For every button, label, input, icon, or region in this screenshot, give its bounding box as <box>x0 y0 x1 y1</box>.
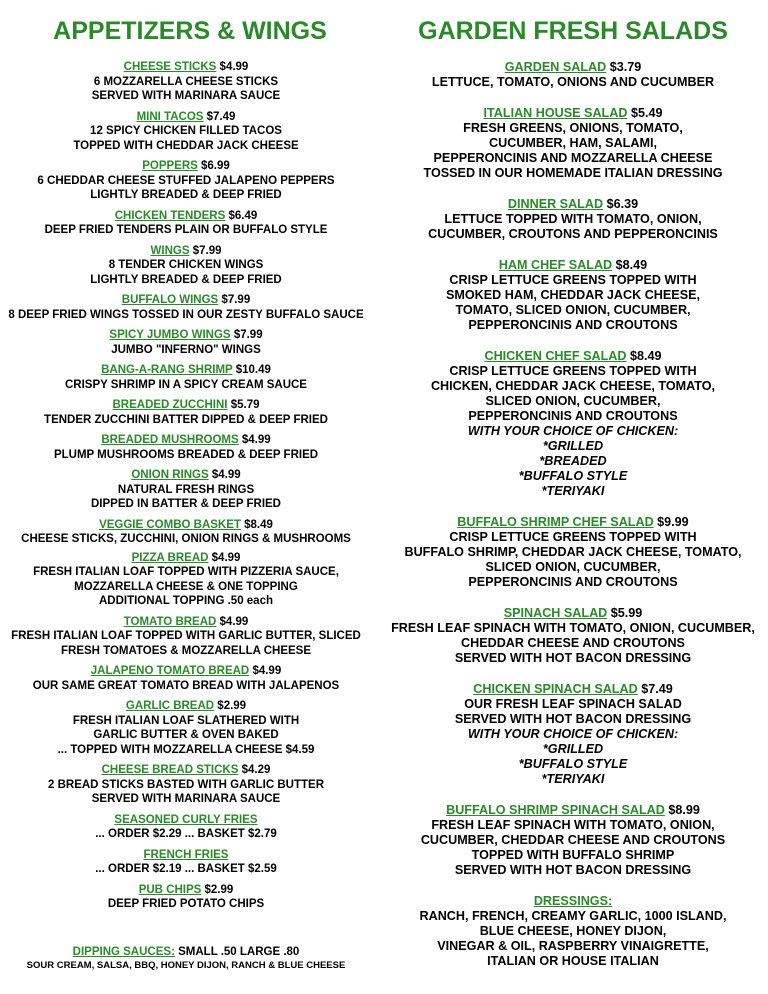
menu-item-header <box>378 894 768 909</box>
menu-item-desc: CHEDDAR CHEESE AND CROUTONS <box>461 636 685 650</box>
menu-item-desc: GARLIC BUTTER & OVEN BAKED <box>93 729 279 741</box>
menu-item <box>0 813 372 842</box>
menu-item-desc: CHEESE STICKS, ZUCCHINI, ONION RINGS & MUSHROOMS <box>21 533 351 545</box>
menu-item-price: $2.99 <box>217 700 247 712</box>
menu-item-header <box>378 682 768 697</box>
menu-item-price: $3.79 <box>609 60 642 74</box>
menu-item-name: PIZZA BREAD <box>131 551 209 564</box>
menu-item-desc: SERVED WITH HOT BACON DRESSING <box>454 712 692 726</box>
menu-item <box>378 258 768 333</box>
menu-item-name: CHEESE STICKS <box>123 61 217 73</box>
menu-item-choice: *GRILLED <box>542 742 604 756</box>
menu-item-name: FRENCH FRIES <box>143 848 229 861</box>
menu-item-name: HAM CHEF SALAD <box>498 258 613 272</box>
menu-item-desc: SMOKED HAM, CHEDDAR JACK CHEESE, <box>446 288 700 302</box>
menu-item <box>0 763 372 807</box>
menu-item-name: SEASONED CURLY FRIES <box>114 813 258 826</box>
menu-item-price: $4.99 <box>219 615 249 628</box>
menu-item-header <box>378 258 768 273</box>
menu-item-name: PUB CHIPS <box>138 883 202 896</box>
appetizers-list <box>0 60 372 912</box>
menu-item-header <box>378 606 768 621</box>
menu-item-price: $8.49 <box>615 258 648 272</box>
menu-item-desc: DEEP FRIED TENDERS PLAIN OR BUFFALO STYLE <box>44 224 328 236</box>
menu-item-price: $4.99 <box>219 61 249 73</box>
menu-item-choice: *TERIYAKI <box>541 772 605 786</box>
menu-item-header <box>0 699 372 714</box>
menu-item-desc: DIPPED IN BATTER & DEEP FRIED <box>91 498 281 510</box>
menu-item-desc: TOPPED WITH BUFFALO SHRIMP <box>471 848 675 862</box>
menu-item-choice: WITH YOUR CHOICE OF CHICKEN: <box>467 424 679 438</box>
menu-item-desc: CRISPY SHRIMP IN A SPICY CREAM SAUCE <box>65 378 307 391</box>
menu-item-desc: CHICKEN, CHEDDAR JACK CHEESE, TOMATO, <box>430 379 716 393</box>
menu-item <box>0 433 372 462</box>
dipping-sauces <box>0 945 372 974</box>
menu-item-desc: TOPPED WITH CHEDDAR JACK CHEESE <box>73 139 299 152</box>
menu-item-desc: 8 DEEP FRIED WINGS TOSSED IN OUR ZESTY BUFFALO SAUCE <box>8 308 364 321</box>
menu-item-choice: *TERIYAKI <box>541 484 605 498</box>
menu-item-desc: ITALIAN OR HOUSE ITALIAN <box>487 954 659 968</box>
menu-item-desc: CRISP LETTUCE GREENS TOPPED WITH <box>449 273 697 287</box>
menu-item-desc: CUCUMBER, HAM, SALAMI, <box>489 136 657 150</box>
menu-item-desc: 8 TENDER CHICKEN WINGS <box>108 259 264 271</box>
menu-item <box>0 159 372 203</box>
menu-item-price: $4.29 <box>241 764 271 776</box>
menu-item-price: $8.49 <box>244 518 273 531</box>
menu-item-desc: OUR FRESH LEAF SPINACH SALAD <box>464 697 682 711</box>
menu-item-desc: CUCUMBER, CHEDDAR CHEESE AND CROUTONS <box>420 833 726 847</box>
menu-item-desc: LIGHTLY BREADED & DEEP FRIED <box>90 273 282 286</box>
menu-item-header <box>378 803 768 818</box>
menu-item-price: $4.99 <box>211 551 241 564</box>
menu-item-price: $8.49 <box>630 349 662 363</box>
menu-item-header <box>0 848 372 863</box>
menu-item-desc: TOMATO, SLICED ONION, CUCUMBER, <box>455 303 691 317</box>
menu-item-header <box>0 433 372 448</box>
menu-item-desc: LIGHTLY BREADED & DEEP FRIED <box>90 189 282 201</box>
menu-item-choice: *GRILLED <box>542 439 604 453</box>
menu-item <box>0 60 372 104</box>
menu-item-choice: *BUFFALO STYLE <box>518 757 628 771</box>
menu-item-header <box>0 763 372 778</box>
menu-item-price: $6.49 <box>228 209 258 222</box>
menu-item-price: $7.49 <box>206 110 236 123</box>
menu-item <box>0 518 372 547</box>
menu-item-header <box>0 664 372 679</box>
menu-item-name: CHEESE BREAD STICKS <box>101 764 239 776</box>
menu-item-desc: SOUR CREAM, SALSA, BBQ, HONEY DIJON, RANCH & BLUE CHEESE <box>26 960 346 971</box>
menu-item <box>0 551 372 609</box>
menu-item <box>378 682 768 787</box>
menu-item-name: TOMATO BREAD <box>123 615 217 628</box>
menu-item-name: ITALIAN HOUSE SALAD <box>483 106 628 120</box>
menu-item-desc: FRESH ITALIAN LOAF SLATHERED WITH <box>72 714 300 727</box>
menu-item-header <box>0 551 372 566</box>
menu-item <box>0 328 372 357</box>
menu-item-name: SPINACH SALAD <box>503 606 608 620</box>
menu-item-desc: CRISP LETTUCE GREENS TOPPED WITH <box>449 364 697 378</box>
menu-item <box>0 883 372 912</box>
menu-item-desc: SLICED ONION, CUCUMBER, <box>485 394 661 408</box>
menu-item-header <box>0 110 372 125</box>
menu-item-header <box>0 518 372 533</box>
menu-item-desc: JUMBO "INFERNO" WINGS <box>111 343 261 356</box>
menu-item-desc: FRESH TOMATOES & MOZZARELLA CHEESE <box>60 644 312 657</box>
menu-item <box>378 106 768 181</box>
menu-item-desc: SERVED WITH MARINARA SAUCE <box>91 793 281 805</box>
menu-item-price: $5.79 <box>230 399 260 411</box>
menu-item-desc: SERVED WITH HOT BACON DRESSING <box>454 651 692 665</box>
menu-item-header <box>0 615 372 630</box>
menu-item <box>0 209 372 238</box>
menu-item-price: $8.99 <box>668 803 700 817</box>
menu-item-price: $9.99 <box>657 515 689 529</box>
menu-item-name: BREADED ZUCCHINI <box>112 399 228 411</box>
menu-item-desc: RANCH, FRENCH, CREAMY GARLIC, 1000 ISLAND, <box>419 909 727 923</box>
menu-item-price: $4.99 <box>211 469 241 481</box>
menu-item-desc: FRESH ITALIAN LOAF TOPPED WITH PIZZERIA SAUCE, <box>33 566 339 578</box>
menu-item-name: WINGS <box>150 244 190 257</box>
menu-item-header <box>0 468 372 483</box>
menu-item-name: CHICKEN TENDERS <box>114 209 226 222</box>
menu-item-price: $6.99 <box>201 160 230 172</box>
menu-item-price: $7.99 <box>192 244 222 257</box>
menu-item-header <box>0 813 372 828</box>
menu-item <box>378 349 768 499</box>
menu-item-name: CHICKEN CHEF SALAD <box>484 349 627 363</box>
menu-item-desc: ... TOPPED WITH MOZZARELLA CHEESE $4.59 <box>57 743 315 756</box>
menu-item-desc: FRESH ITALIAN LOAF TOPPED WITH GARLIC BUTTER, SLICED <box>11 630 361 642</box>
menu-item-desc: FRESH LEAF SPINACH WITH TOMATO, ONION, CUCUMBER, <box>391 621 755 635</box>
menu-item-desc: 6 MOZZARELLA CHEESE STICKS <box>93 75 279 88</box>
menu-item-header <box>0 209 372 224</box>
menu-item-header <box>0 244 372 259</box>
menu-item-name: JALAPENO TOMATO BREAD <box>90 665 250 677</box>
menu-item-desc: CUCUMBER, CROUTONS AND PEPPERONCINIS <box>428 227 718 241</box>
menu-item-header <box>378 349 768 364</box>
menu-item-desc: FRESH LEAF SPINACH WITH TOMATO, ONION, <box>431 818 715 832</box>
menu-item-desc: CRISP LETTUCE GREENS TOPPED WITH <box>449 530 697 544</box>
menu-item <box>378 197 768 242</box>
menu-item <box>0 110 372 154</box>
menu-item-desc: PEPPERONCINIS AND CROUTONS <box>468 318 678 332</box>
menu-item-header <box>0 363 372 378</box>
menu-item-price: $6.39 <box>606 197 639 211</box>
menu-item-header <box>0 328 372 343</box>
menu-item-header <box>0 159 372 174</box>
menu-item-desc: SERVED WITH MARINARA SAUCE <box>91 90 281 102</box>
menu-item-name: BUFFALO SHRIMP SPINACH SALAD <box>446 803 665 817</box>
dipping-sauces-header <box>0 945 372 960</box>
menu-item-desc: BUFFALO SHRIMP, CHEDDAR JACK CHEESE, TOMATO, <box>404 545 742 559</box>
menu-item-desc: 6 CHEDDAR CHEESE STUFFED JALAPENO PEPPERS <box>37 174 335 187</box>
menu-item-desc: MOZZARELLA CHEESE & ONE TOPPING <box>74 580 298 593</box>
menu-item-header <box>0 883 372 898</box>
menu-item-price: $7.99 <box>221 294 251 306</box>
menu-item <box>0 848 372 877</box>
menu-item-desc: LETTUCE TOPPED WITH TOMATO, ONION, <box>444 212 702 226</box>
menu-item-name: DRESSINGS: <box>533 894 613 908</box>
menu-item-header <box>0 293 372 308</box>
menu-item <box>0 699 372 757</box>
menu-item-header <box>0 60 372 75</box>
menu-item-desc: NATURAL FRESH RINGS <box>117 483 255 496</box>
menu-item-desc: TENDER ZUCCHINI BATTER DIPPED & DEEP FRIED <box>44 413 328 426</box>
menu-item-name: SPICY JUMBO WINGS <box>109 329 231 341</box>
menu-item-price: SMALL .50 LARGE .80 <box>178 945 300 958</box>
menu-item <box>0 398 372 427</box>
menu-item-header <box>378 197 768 212</box>
menu-item-name: GARLIC BREAD <box>125 700 215 712</box>
menu-item <box>378 515 768 590</box>
menu-item <box>0 664 372 693</box>
menu-item <box>0 615 372 659</box>
menu-item-name: BUFFALO WINGS <box>121 294 219 306</box>
menu-item-name: BUFFALO SHRIMP CHEF SALAD <box>457 515 654 529</box>
menu-item-desc: OUR SAME GREAT TOMATO BREAD WITH JALAPENOS <box>32 679 340 692</box>
menu-item-price: $7.99 <box>233 329 263 341</box>
menu-item-choice: *BUFFALO STYLE <box>518 469 628 483</box>
salads-title: GARDEN FRESH SALADS <box>418 17 728 45</box>
appetizers-column <box>0 0 372 974</box>
menu-item-desc: 12 SPICY CHICKEN FILLED TACOS <box>90 125 282 137</box>
menu-item <box>0 468 372 512</box>
menu-item-price: $2.99 <box>204 883 234 896</box>
menu-item-desc: PEPPERONCINIS AND CROUTONS <box>468 409 678 423</box>
menu-item-price: $10.49 <box>235 364 271 376</box>
menu-item-name: POPPERS <box>142 160 198 172</box>
menu-item-name: ONION RINGS <box>131 469 209 481</box>
menu-item-name: DINNER SALAD <box>507 197 604 211</box>
menu-item-desc: 2 BREAD STICKS BASTED WITH GARLIC BUTTER <box>48 778 324 791</box>
menu-item-desc: VINEGAR & OIL, RASPBERRY VINAIGRETTE, <box>437 939 709 953</box>
menu-item <box>378 60 768 90</box>
menu-item-name: BREADED MUSHROOMS <box>101 434 239 446</box>
appetizers-title: APPETIZERS & WINGS <box>53 17 327 45</box>
menu-item-price: $5.99 <box>610 606 643 620</box>
salads-column <box>378 0 768 969</box>
menu-item-desc: TOSSED IN OUR HOMEMADE ITALIAN DRESSING <box>423 166 723 180</box>
menu-item-price: $5.49 <box>630 106 663 120</box>
menu-item-desc: DEEP FRIED POTATO CHIPS <box>107 898 265 910</box>
menu-item <box>0 293 372 322</box>
menu-item-choice: WITH YOUR CHOICE OF CHICKEN: <box>467 727 679 741</box>
menu-item-header <box>0 398 372 413</box>
menu-item-choice: *BREADED <box>539 454 607 468</box>
menu-item-desc: PEPPERONCINIS AND MOZZARELLA CHEESE <box>433 151 713 165</box>
salads-list <box>378 60 768 969</box>
menu-item-header <box>378 60 768 75</box>
menu-item-price: $4.99 <box>241 434 271 446</box>
menu-item-desc: PEPPERONCINIS AND CROUTONS <box>468 575 678 589</box>
menu-item-name: BANG-A-RANG SHRIMP <box>101 364 233 376</box>
menu-item-desc: LETTUCE, TOMATO, ONIONS AND CUCUMBER <box>431 75 715 89</box>
menu-item-desc: PLUMP MUSHROOMS BREADED & DEEP FRIED <box>53 448 319 461</box>
menu-item-header <box>378 106 768 121</box>
menu-item <box>0 244 372 288</box>
menu-item-name: GARDEN SALAD <box>504 60 607 74</box>
menu-item <box>378 803 768 878</box>
menu-item-desc: SERVED WITH HOT BACON DRESSING <box>454 863 692 877</box>
menu-item-name: CHICKEN SPINACH SALAD <box>473 682 638 696</box>
menu-item-desc: BLUE CHEESE, HONEY DIJON, <box>479 924 667 938</box>
menu-item <box>378 894 768 969</box>
menu-item-price: $4.99 <box>252 665 282 677</box>
menu-item-desc: ... ORDER $2.29 ... BASKET $2.79 <box>95 828 277 840</box>
menu-item-desc: FRESH GREENS, ONIONS, TOMATO, <box>463 121 683 135</box>
menu-item <box>0 363 372 392</box>
menu-item-header <box>378 515 768 530</box>
menu-item-desc: SLICED ONION, CUCUMBER, <box>485 560 661 574</box>
menu-item-price: $7.49 <box>641 682 673 696</box>
menu-item-name: DIPPING SAUCES: <box>72 945 175 958</box>
menu-item-name: VEGGIE COMBO BASKET <box>99 518 241 531</box>
menu-item-name: MINI TACOS <box>136 110 204 123</box>
menu-item-desc: ADDITIONAL TOPPING .50 each <box>98 595 274 607</box>
menu-item-desc: ... ORDER $2.19 ... BASKET $2.59 <box>95 863 277 875</box>
menu-item <box>378 606 768 666</box>
